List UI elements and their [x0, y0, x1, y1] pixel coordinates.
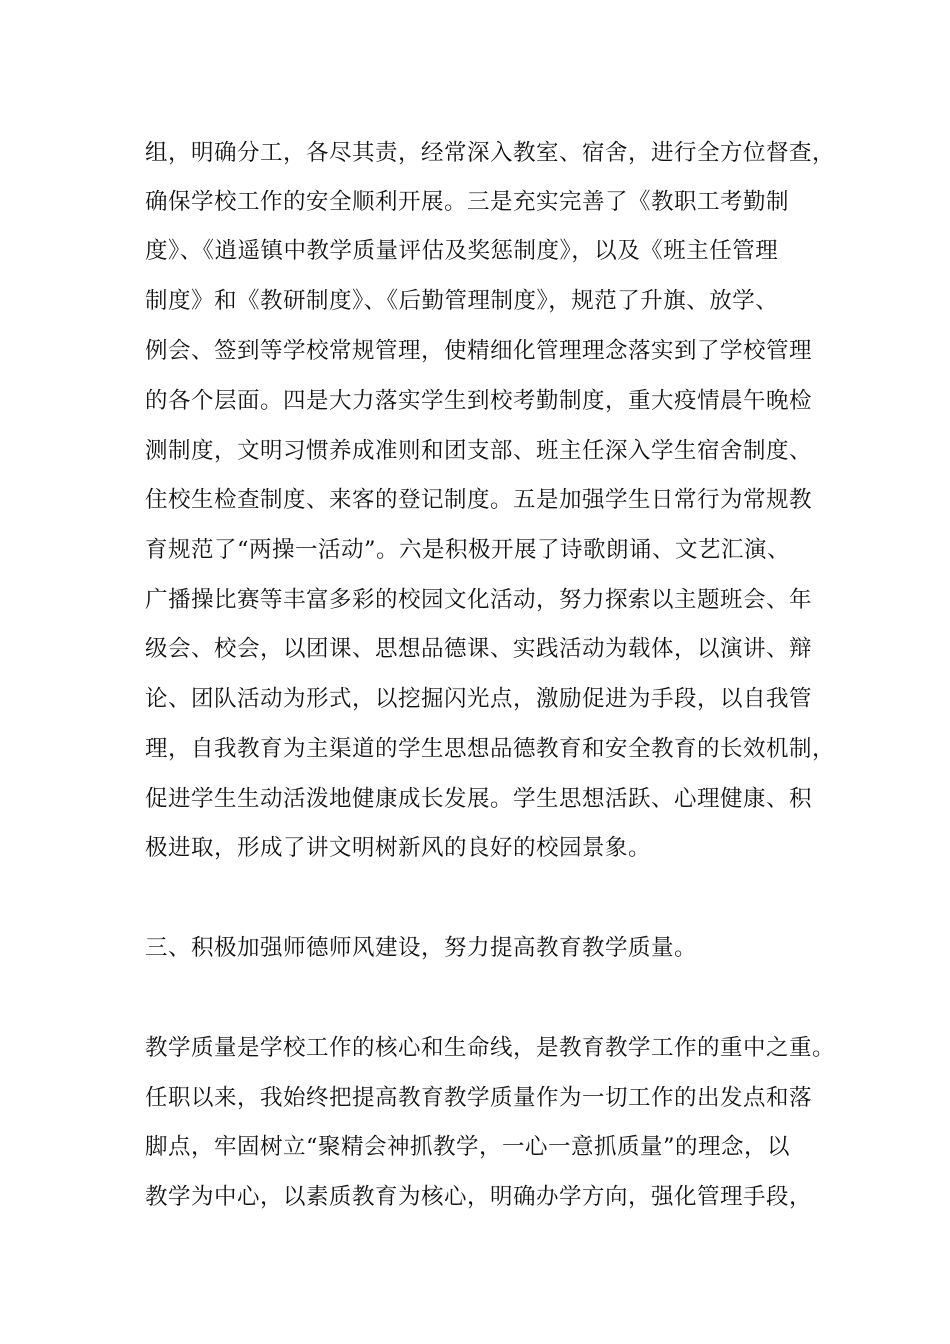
- text-line: 广播操比赛等丰富多彩的校园文化活动，努力探索以主题班会、年: [145, 587, 813, 613]
- text-line: 脚点，牢固树立“聚精会神抓教学，一心一意抓质量”的理念，以: [145, 1134, 791, 1160]
- text-line: 测制度，文明习惯养成准则和团支部、班主任深入学生宿舍制度、: [145, 438, 813, 464]
- text-line: 确保学校工作的安全顺利开展。三是充实完善了《教职工考勤制: [145, 189, 790, 215]
- text-line: 论、团队活动为形式，以挖掘闪光点，激励促进为手段，以自我管: [145, 686, 813, 712]
- text-line: 住校生检查制度、来客的登记制度。五是加强学生日常行为常规教: [145, 487, 813, 513]
- text-line: 教学为中心，以素质教育为核心，明确办学方向，强化管理手段，: [145, 1184, 813, 1210]
- text-line: 促进学生生动活泼地健康成长发展。学生思想活跃、心理健康、积: [145, 786, 813, 812]
- text-line: 育规范了“两操一活动”。六是积极开展了诗歌朗诵、文艺汇演、: [145, 537, 791, 563]
- text-line: 制度》和《教研制度》、《后勤管理制度》，规范了升旗、放学、: [145, 288, 779, 314]
- text-line: 级会、校会，以团课、思想品德课、实践活动为载体，以演讲、辩: [145, 636, 813, 662]
- text-line: 的各个层面。四是大力落实学生到校考勤制度，重大疫情晨午晚检: [145, 388, 813, 414]
- text-line: 组，明确分工，各尽其责，经常深入教室、宿舍，进行全方位督查，: [145, 140, 836, 166]
- text-line: 极进取，形成了讲文明树新风的良好的校园景象。: [145, 835, 652, 861]
- section-heading: 三、积极加强师德师风建设，努力提高教育教学质量。: [145, 935, 698, 961]
- text-line: 理，自我教育为主渠道的学生思想品德教育和安全教育的长效机制，: [145, 736, 836, 762]
- text-line: 任职以来，我始终把提高教育教学质量作为一切工作的出发点和落: [145, 1085, 813, 1111]
- text-line: 度》、《逍遥镇中教学质量评估及奖惩制度》，以及《班主任管理: [145, 238, 779, 264]
- text-line: 教学质量是学校工作的核心和生命线，是教育教学工作的重中之重。: [145, 1035, 836, 1061]
- text-line: 例会、签到等学校常规管理，使精细化管理理念落实到了学校管理: [145, 338, 813, 364]
